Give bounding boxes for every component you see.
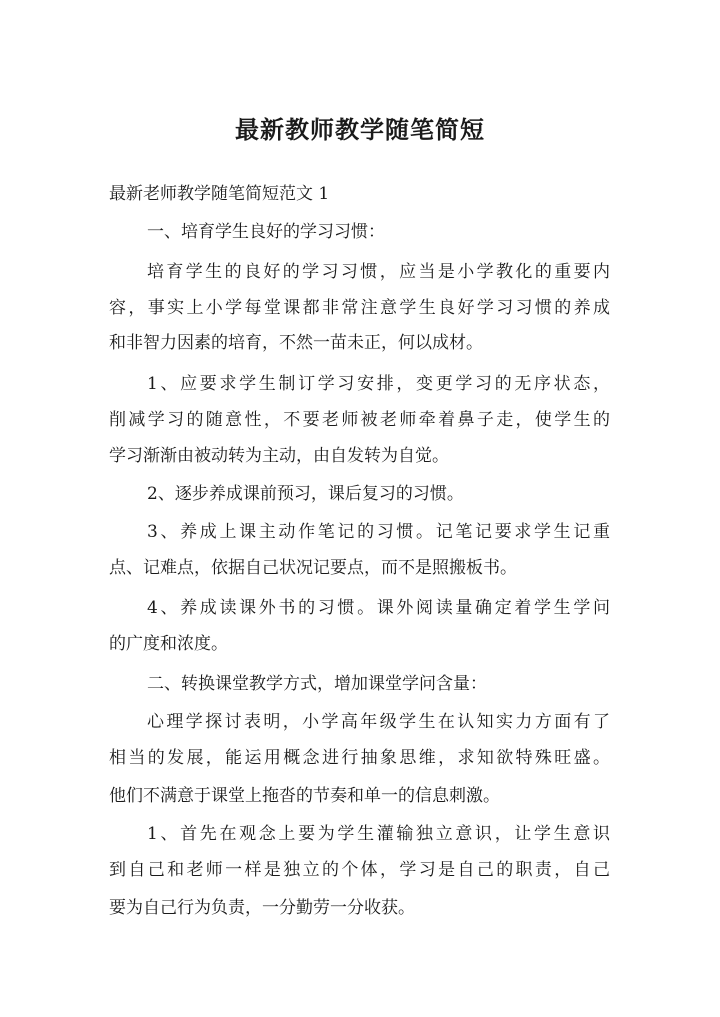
text-line: 1、首先在观念上要为学生灌输独立意识，让学生意识 [147,824,610,844]
text-line: 二、转换课堂教学方式，增加课堂学问含量： [147,674,487,694]
text-line: 他们不满意于课堂上拖沓的节奏和单一的信息刺激。 [109,786,500,806]
text-line: 一、培育学生良好的学习习惯： [147,222,385,242]
text-line: 3、养成上课主动作笔记的习惯。记笔记要求学生记重 [147,522,610,542]
text-line: 心理学探讨表明，小学高年级学生在认知实力方面有了 [147,712,610,732]
text-line: 1、应要求学生制订学习安排，变更学习的无序状态， [147,374,610,394]
text-line: 2、逐步养成课前预习，课后复习的习惯。 [147,484,464,504]
document-subtitle: 最新老师教学随笔简短范文 1 [109,184,330,204]
text-line: 点、记难点，依据自己状况记要点，而不是照搬板书。 [109,558,517,578]
text-line: 和非智力因素的培育，不然一苗未正，何以成材。 [109,333,483,353]
text-line: 4、养成读课外书的习惯。课外阅读量确定着学生学问 [147,598,610,618]
text-line: 到自己和老师一样是独立的个体，学习是自己的职责，自己 [109,860,610,880]
text-line: 要为自己行为负责，一分勤劳一分收获。 [109,898,415,918]
text-line: 的广度和浓度。 [109,634,228,654]
document-title: 最新教师教学随笔简短 [235,115,485,144]
text-line: 削减学习的随意性，不要老师被老师牵着鼻子走，使学生的 [109,410,610,430]
text-line: 相当的发展，能运用概念进行抽象思维，求知欲特殊旺盛。 [109,748,610,768]
text-line: 培育学生的良好的学习习惯，应当是小学教化的重要内 [147,262,610,282]
text-line: 容，事实上小学每堂课都非常注意学生良好学习习惯的养成 [109,298,610,318]
text-line: 学习渐渐由被动转为主动，由自发转为自觉。 [109,446,449,466]
